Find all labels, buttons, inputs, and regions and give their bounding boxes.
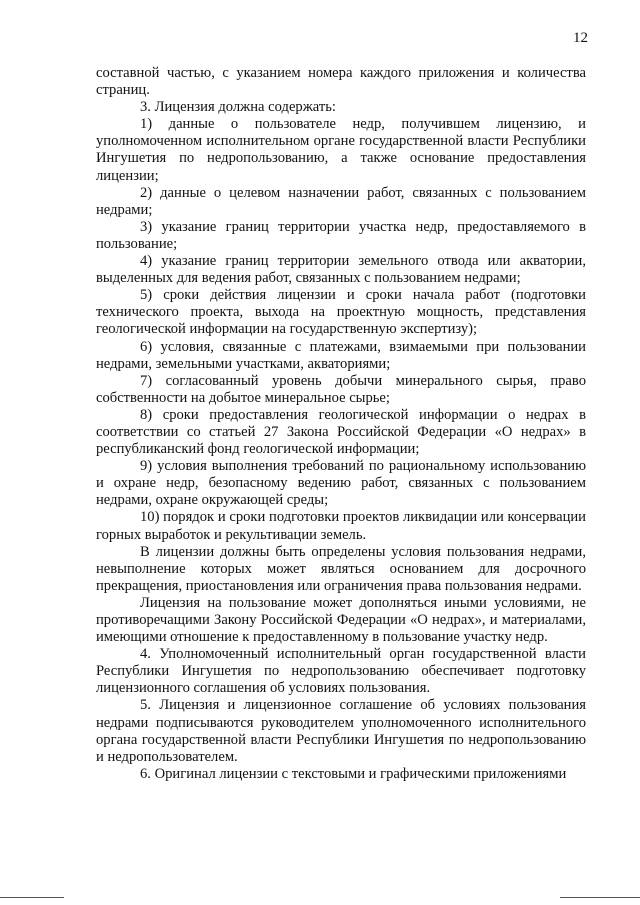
paragraph-subitem-1: 1) данные о пользователе недр, получившем лицензию, и уполномоченном исполнительном органе государственной власти Республики Ингушетия по недропользованию, а также основание предоставления лицензии; [96,116,586,184]
paragraph-item-4: 4. Уполномоченный исполнительный орган государственной власти Республики Ингушетия по недропользованию обеспечивает подготовку лицензионного соглашения об условиях пользования. [96,646,586,697]
paragraph-subitem-4: 4) указание границ территории земельного отвода или акватории, выделенных для ведения работ, связанных с пользованием недрами; [96,253,586,287]
paragraph-subitem-6: 6) условия, связанные с платежами, взимаемыми при пользовании недрами, земельными участками, акваториями; [96,338,586,372]
paragraph-subitem-3: 3) указание границ территории участка недр, предоставляемого в пользование; [96,218,586,252]
document-body [96,65,586,783]
paragraph-subitem-5: 5) сроки действия лицензии и сроки начала работ (подготовки технического проекта, выхода на проектную мощность, представления геологической информации на государственную экспертизу); [96,287,586,338]
paragraph-item-5: 5. Лицензия и лицензионное соглашение об условиях пользования недрами подписываются руководителем уполномоченного исполнительного органа государственной власти Республики Ингушетия по недропользованию и недропользователем. [96,697,586,765]
paragraph-license-conditions: В лицензии должны быть определены условия пользования недрами, невыполнение которых может являться основанием для досрочного прекращения, приостановления или ограничения права пользования недрами. [96,543,586,594]
paragraph-subitem-8: 8) сроки предоставления геологической информации о недрах в соответствии со статьей 27 Закона Российской Федерации «О недрах» в республиканский фонд геологической информации; [96,406,586,458]
scan-edge-mark-left [0,897,64,898]
paragraph-subitem-9: 9) условия выполнения требований по рациональному использованию и охране недр, безопасному ведению работ, связанных с пользованием недрами, охране окружающей среды; [96,458,586,509]
page-number: 12 [573,30,588,46]
scan-edge-mark-right [560,897,640,898]
paragraph-subitem-7: 7) согласованный уровень добычи минерального сырья, право собственности на добытое минеральное сырье; [96,372,586,406]
paragraph-license-additions: Лицензия на пользование может дополняться иными условиями, не противоречащими Закону Российской Федерации «О недрах», и материалами, имеющими отношение к предоставленному в пользование участку недр. [96,594,586,646]
paragraph-item-6: 6. Оригинал лицензии с текстовыми и графическими приложениями [140,765,567,782]
paragraph-subitem-2: 2) данные о целевом назначении работ, связанных с пользованием недрами; [96,184,586,218]
paragraph-continuation: составной частью, с указанием номера каждого приложения и количества страниц. [96,65,586,99]
paragraph-subitem-10: 10) порядок и сроки подготовки проектов ликвидации или консервации горных выработок и рекультивации земель. [96,509,586,543]
paragraph-item-3-heading: 3. Лицензия должна содержать: [140,99,336,116]
